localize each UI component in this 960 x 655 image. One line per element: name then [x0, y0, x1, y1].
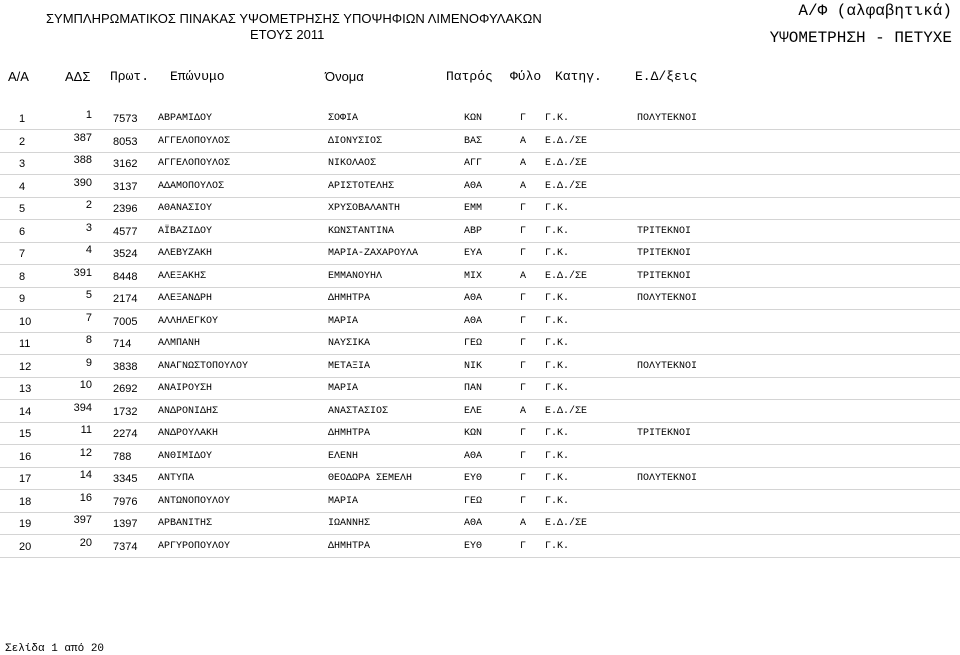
row-aa: 16	[19, 450, 32, 463]
column-header-ads: ΑΔΣ	[65, 69, 91, 84]
row-fylo: Α	[520, 180, 527, 192]
table-row	[0, 332, 960, 355]
row-patros: ΕΥΘ	[464, 473, 483, 484]
row-ads: 387	[73, 131, 92, 144]
table-row	[0, 422, 960, 445]
row-onoma: ΜΑΡΙΑ	[328, 383, 359, 394]
row-ads: 388	[73, 154, 92, 166]
row-aa: 11	[19, 338, 31, 350]
row-onoma: ΜΑΡΙΑ-ΖΑΧΑΡΟΥΛΑ	[328, 248, 419, 259]
row-aa: 20	[19, 540, 32, 553]
row-prot: 7573	[113, 113, 138, 125]
table-row	[0, 130, 960, 153]
row-eponymo: ΑΛΕΒΥΖΑΚΗ	[158, 248, 213, 259]
table-row	[0, 152, 960, 175]
row-onoma: ΘΕΟΔΩΡΑ ΣΕΜΕΛΗ	[328, 473, 413, 484]
row-aa: 1	[19, 113, 26, 125]
row-ads: 397	[73, 514, 92, 526]
row-prot: 3162	[113, 158, 138, 170]
row-exeis: ΠΟΛΥΤΕΚΝΟΙ	[637, 113, 698, 124]
row-katig: Γ.Κ.	[545, 315, 570, 327]
row-katig: Γ.Κ.	[545, 450, 570, 462]
row-fylo: Γ	[520, 360, 527, 372]
sort-order-label: Α/Φ (αλφαβητικά)	[798, 2, 952, 20]
column-header-exeis: Ε.Δ/ξεις	[635, 69, 698, 84]
row-katig: Γ.Κ.	[545, 338, 570, 349]
row-patros: ΜΙΧ	[464, 270, 483, 282]
row-fylo: Γ	[520, 338, 527, 349]
row-ads: 3	[85, 221, 92, 234]
row-prot: 8053	[113, 135, 138, 148]
row-onoma: ΚΩΝΣΤΑΝΤΙΝΑ	[328, 225, 395, 237]
row-katig: Γ.Κ.	[545, 225, 570, 237]
row-ads: 4	[85, 244, 92, 256]
row-aa: 12	[19, 360, 32, 373]
row-ads: 20	[79, 536, 92, 549]
row-katig: Ε.Δ./ΣΕ	[545, 158, 588, 169]
row-patros: ΚΩΝ	[464, 428, 483, 439]
row-prot: 2174	[113, 293, 138, 305]
row-eponymo: ΑΝΑΙΡΟΥΣΗ	[158, 383, 213, 394]
table-row	[0, 377, 960, 400]
row-onoma: ΝΙΚΟΛΑΟΣ	[328, 158, 377, 169]
result-label: ΥΨΟΜΕΤΡΗΣΗ - ΠΕΤΥΧΕ	[769, 29, 952, 47]
row-ads: 10	[79, 379, 92, 391]
row-patros: ΕΥΘ	[464, 540, 483, 552]
row-eponymo: ΑΛΕΞΑΚΗΣ	[158, 270, 207, 282]
row-aa: 13	[19, 383, 32, 395]
table-row	[0, 355, 960, 378]
row-katig: Γ.Κ.	[545, 293, 570, 304]
row-fylo: Γ	[520, 383, 527, 394]
row-fylo: Α	[520, 135, 527, 147]
row-fylo: Γ	[520, 248, 527, 259]
row-aa: 7	[19, 248, 26, 260]
table-row	[0, 400, 960, 423]
table-row	[0, 242, 960, 265]
table-row	[0, 310, 960, 333]
row-onoma: ΕΜΜΑΝΟΥΗΛ	[328, 270, 383, 282]
row-ads: 12	[79, 446, 92, 459]
row-katig: Γ.Κ.	[545, 473, 570, 484]
row-aa: 8	[19, 270, 26, 283]
row-aa: 9	[19, 293, 26, 305]
row-aa: 14	[19, 405, 32, 418]
row-patros: ΕΛΕ	[464, 405, 483, 417]
row-prot: 3838	[113, 360, 138, 373]
row-ads: 394	[73, 401, 92, 414]
row-prot: 1397	[113, 518, 138, 530]
row-patros: ΒΑΣ	[464, 135, 483, 147]
row-katig: Γ.Κ.	[545, 360, 570, 372]
row-ads: 16	[79, 491, 92, 504]
row-fylo: Γ	[520, 293, 527, 304]
row-patros: ΓΕΩ	[464, 338, 483, 349]
column-header-prot: Πρωτ.	[110, 69, 150, 84]
row-katig: Ε.Δ./ΣΕ	[545, 518, 588, 529]
row-fylo: Α	[520, 270, 527, 282]
row-patros: ΓΕΩ	[464, 495, 483, 507]
column-header-eponymo: Επώνυμο	[170, 69, 225, 84]
row-onoma: ΧΡΥΣΟΒΑΛΑΝΤΗ	[328, 203, 401, 214]
row-prot: 2396	[113, 203, 138, 215]
row-katig: Ε.Δ./ΣΕ	[545, 270, 588, 282]
row-katig: Γ.Κ.	[545, 383, 570, 394]
row-ads: 8	[85, 334, 92, 346]
row-eponymo: ΑΓΓΕΛΟΠΟΥΛΟΣ	[158, 135, 231, 147]
row-patros: ΑΒΡ	[464, 225, 483, 237]
column-header-onoma: Όνομα	[325, 69, 364, 84]
row-katig: Γ.Κ.	[545, 248, 570, 259]
row-katig: Γ.Κ.	[545, 495, 570, 507]
row-patros: ΚΩΝ	[464, 113, 483, 124]
row-onoma: ΜΑΡΙΑ	[328, 315, 359, 327]
row-onoma: ΣΟΦΙΑ	[328, 113, 359, 124]
row-katig: Ε.Δ./ΣΕ	[545, 135, 588, 147]
row-patros: ΠΑΝ	[464, 383, 483, 394]
row-aa: 6	[19, 225, 26, 238]
row-eponymo: ΑΡΒΑΝΙΤΗΣ	[158, 518, 213, 529]
page-number: Σελίδα 1 από 20	[5, 643, 105, 655]
row-ads: 9	[85, 356, 92, 369]
row-fylo: Α	[520, 405, 527, 417]
row-patros: ΑΘΑ	[464, 180, 483, 192]
row-fylo: Α	[520, 518, 527, 529]
row-prot: 7976	[113, 495, 138, 508]
row-eponymo: ΑΛΜΠΑΝΗ	[158, 338, 201, 349]
row-exeis: ΤΡΙΤΕΚΝΟΙ	[637, 225, 692, 237]
row-eponymo: ΑΘΑΝΑΣΙΟΥ	[158, 203, 213, 214]
row-patros: ΑΘΑ	[464, 518, 483, 529]
row-fylo: Γ	[520, 450, 527, 462]
row-eponymo: ΑΝΔΡΟΝΙΔΗΣ	[158, 405, 219, 417]
row-ads: 2	[85, 199, 92, 211]
row-exeis: ΠΟΛΥΤΕΚΝΟΙ	[637, 473, 698, 484]
row-eponymo: ΑΝΘΙΜΙΔΟΥ	[158, 450, 213, 462]
column-header-fylo: Φύλο	[510, 69, 542, 84]
row-onoma: ΔΙΟΝΥΣΙΟΣ	[328, 135, 383, 147]
row-prot: 3524	[113, 248, 138, 260]
row-aa: 15	[19, 428, 32, 440]
row-ads: 5	[85, 289, 92, 301]
row-patros: ΑΘΑ	[464, 315, 483, 327]
table-row	[0, 287, 960, 310]
row-prot: 2692	[113, 383, 138, 395]
row-prot: 2274	[113, 428, 138, 440]
row-prot: 4577	[113, 225, 138, 238]
row-katig: Γ.Κ.	[545, 113, 570, 124]
row-aa: 17	[19, 473, 32, 485]
row-eponymo: ΑΛΛΗΛΕΓΚΟΥ	[158, 315, 219, 327]
row-onoma: ΔΗΜΗΤΡΑ	[328, 293, 371, 304]
row-ads: 11	[80, 424, 92, 436]
table-row	[0, 490, 960, 513]
row-patros: ΑΓΓ	[464, 158, 483, 169]
row-prot: 7374	[113, 540, 138, 553]
row-eponymo: ΑΝΑΓΝΩΣΤΟΠΟΥΛΟΥ	[158, 360, 249, 372]
table-row	[0, 535, 960, 558]
row-fylo: Γ	[520, 473, 527, 484]
row-aa: 5	[19, 203, 26, 215]
row-eponymo: ΑΔΑΜΟΠΟΥΛΟΣ	[158, 180, 225, 192]
column-header-aa: Α/Α	[8, 69, 29, 84]
row-onoma: ΜΕΤΑΞΙΑ	[328, 360, 371, 372]
table-row	[0, 512, 960, 535]
table-row	[0, 220, 960, 243]
table-row	[0, 467, 960, 490]
row-katig: Γ.Κ.	[545, 203, 570, 214]
row-prot: 8448	[113, 270, 138, 283]
row-exeis: ΤΡΙΤΕΚΝΟΙ	[637, 428, 692, 439]
row-eponymo: ΑΝΔΡΟΥΛΑΚΗ	[158, 428, 219, 439]
row-eponymo: ΑΝΤΥΠΑ	[158, 473, 195, 484]
row-eponymo: ΑΓΓΕΛΟΠΟΥΛΟΣ	[158, 158, 231, 169]
row-aa: 2	[19, 135, 26, 148]
row-katig: Γ.Κ.	[545, 540, 570, 552]
row-katig: Ε.Δ./ΣΕ	[545, 180, 588, 192]
row-prot: 3345	[113, 473, 138, 485]
row-onoma: ΑΡΙΣΤΟΤΕΛΗΣ	[328, 180, 395, 192]
row-prot: 788	[113, 450, 132, 463]
row-onoma: ΑΝΑΣΤΑΣΙΟΣ	[328, 405, 389, 417]
row-prot: 714	[113, 338, 132, 350]
row-eponymo: ΑΛΕΞΑΝΔΡΗ	[158, 293, 213, 304]
row-katig: Ε.Δ./ΣΕ	[545, 405, 588, 417]
row-fylo: Γ	[520, 428, 527, 439]
row-patros: ΑΘΑ	[464, 450, 483, 462]
row-onoma: ΜΑΡΙΑ	[328, 495, 359, 507]
row-patros: ΝΙΚ	[464, 360, 483, 372]
row-fylo: Α	[520, 158, 527, 169]
document-year: ΕΤΟΥΣ 2011	[250, 27, 325, 42]
row-ads: 391	[73, 266, 92, 279]
row-exeis: ΤΡΙΤΕΚΝΟΙ	[637, 248, 692, 259]
row-eponymo: ΑΝΤΩΝΟΠΟΥΛΟΥ	[158, 495, 231, 507]
row-prot: 3137	[113, 180, 138, 193]
row-ads: 14	[79, 469, 92, 481]
row-aa: 3	[19, 158, 26, 170]
row-eponymo: ΑΪΒΑΖΙΔΟΥ	[158, 225, 213, 237]
row-katig: Γ.Κ.	[545, 428, 570, 439]
row-ads: 1	[85, 109, 92, 121]
row-patros: ΕΜΜ	[464, 203, 483, 214]
row-onoma: ΔΗΜΗΤΡΑ	[328, 428, 371, 439]
table-row	[0, 445, 960, 468]
row-onoma: ΕΛΕΝΗ	[328, 450, 359, 462]
row-fylo: Γ	[520, 315, 527, 327]
table-row	[0, 107, 960, 130]
table-row	[0, 175, 960, 198]
row-aa: 10	[19, 315, 32, 328]
row-eponymo: ΑΡΓΥΡΟΠΟΥΛΟΥ	[158, 540, 231, 552]
row-eponymo: ΑΒΡΑΜΙΔΟΥ	[158, 113, 213, 124]
row-ads: 390	[73, 176, 92, 189]
row-onoma: ΙΩΑΝΝΗΣ	[328, 518, 371, 529]
row-fylo: Γ	[520, 225, 527, 237]
row-exeis: ΠΟΛΥΤΕΚΝΟΙ	[637, 293, 698, 304]
column-header-katig: Κατηγ.	[555, 69, 602, 84]
document-title: ΣΥΜΠΛΗΡΩΜΑΤΙΚΟΣ ΠΙΝΑΚΑΣ ΥΨΟΜΕΤΡΗΣΗΣ ΥΠΟΨΗΦΙΩΝ ΛΙΜΕΝΟΦΥΛΑΚΩΝ	[46, 11, 542, 26]
row-fylo: Γ	[520, 495, 527, 507]
row-prot: 1732	[113, 405, 138, 418]
row-ads: 7	[85, 311, 92, 324]
row-exeis: ΤΡΙΤΕΚΝΟΙ	[637, 270, 692, 282]
table-row	[0, 265, 960, 288]
table-row	[0, 197, 960, 220]
row-aa: 18	[19, 495, 32, 508]
column-header-patros: Πατρός	[446, 69, 493, 84]
row-fylo: Γ	[520, 203, 527, 214]
row-patros: ΑΘΑ	[464, 293, 483, 304]
row-onoma: ΝΑΥΣΙΚΑ	[328, 338, 371, 349]
row-onoma: ΔΗΜΗΤΡΑ	[328, 540, 371, 552]
row-aa: 19	[19, 518, 32, 530]
row-fylo: Γ	[520, 540, 527, 552]
row-aa: 4	[19, 180, 26, 193]
row-fylo: Γ	[520, 113, 527, 124]
row-exeis: ΠΟΛΥΤΕΚΝΟΙ	[637, 360, 698, 372]
row-prot: 7005	[113, 315, 138, 328]
row-patros: ΕΥΑ	[464, 248, 483, 259]
